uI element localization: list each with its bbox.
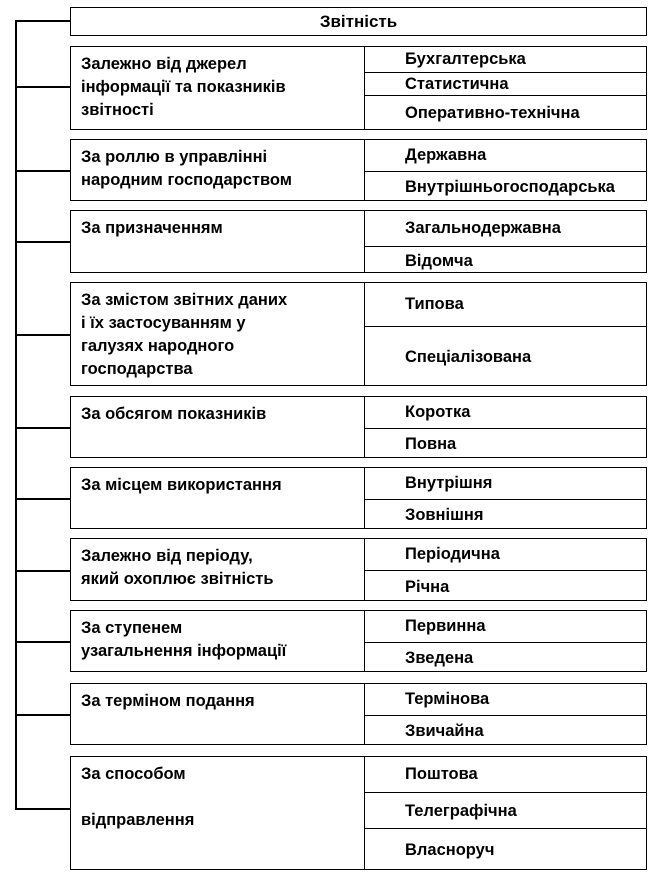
criterion-cell	[71, 757, 365, 869]
classification-group	[70, 610, 647, 672]
classification-group	[70, 282, 647, 386]
criterion-cell	[71, 468, 365, 528]
criterion-label: За обсягом показників	[81, 405, 267, 423]
types-column	[365, 611, 646, 671]
classification-group	[70, 756, 647, 870]
criterion-label: За призначенням	[81, 219, 223, 237]
type-item: Державна	[405, 146, 487, 164]
classification-group	[70, 46, 647, 130]
types-column	[365, 140, 646, 200]
types-column	[365, 397, 646, 457]
connector-branch	[15, 714, 70, 716]
classification-group	[70, 683, 647, 745]
criterion-cell	[71, 397, 365, 457]
types-column	[365, 211, 646, 272]
type-item: Внутрішня	[405, 474, 493, 492]
criterion-label: За змістом звітних даних і їх застосуванням у галузях народного господарства	[81, 291, 288, 378]
criterion-cell	[71, 47, 365, 129]
criterion-cell	[71, 140, 365, 200]
type-item: Річна	[365, 570, 646, 602]
type-item: Телеграфічна	[365, 792, 646, 828]
type-item: Повна	[365, 428, 646, 459]
type-item: Коротка	[405, 403, 471, 421]
connector-title	[15, 20, 70, 22]
connector-branch	[15, 427, 70, 429]
connector-branch	[15, 808, 70, 810]
type-item: Загальнодержавна	[405, 219, 561, 237]
connector-branch	[15, 170, 70, 172]
type-item: Звичайна	[365, 715, 646, 746]
criterion-label: За ступенем узагальнення інформації	[81, 619, 287, 660]
criterion-label: За роллю в управлінні народним господарством	[81, 148, 292, 189]
types-column	[365, 468, 646, 528]
type-item: Первинна	[405, 617, 486, 635]
criterion-label: За місцем використання	[81, 476, 282, 494]
classification-group	[70, 467, 647, 529]
type-item: Термінова	[405, 690, 490, 708]
criterion-label: За терміном подання	[81, 692, 255, 710]
root-title: Звітність	[70, 7, 647, 36]
criterion-label: Залежно від періоду, який охоплює звітність	[81, 547, 274, 588]
type-item: Статистична	[365, 72, 646, 95]
type-item: Оперативно-технічна	[365, 95, 646, 129]
type-item: Внутрішньогосподарська	[365, 171, 646, 202]
connector-trunk	[15, 20, 17, 808]
type-item: Спеціалізована	[365, 326, 646, 387]
type-item: Зведена	[365, 642, 646, 673]
type-item: Власноруч	[365, 828, 646, 871]
type-item: Періодична	[405, 545, 500, 563]
classification-group	[70, 538, 647, 601]
criterion-cell	[71, 611, 365, 671]
criterion-label: За способом відправлення	[81, 765, 195, 829]
classification-group	[70, 396, 647, 458]
criterion-label: Залежно від джерел інформації та показників звітності	[81, 55, 286, 119]
connector-branch	[15, 334, 70, 336]
types-column	[365, 684, 646, 744]
connector-branch	[15, 570, 70, 572]
classification-group	[70, 139, 647, 201]
criterion-cell	[71, 684, 365, 744]
connector-branch	[15, 641, 70, 643]
type-item: Поштова	[405, 765, 478, 783]
type-item: Типова	[405, 295, 464, 313]
criterion-cell	[71, 211, 365, 272]
types-column	[365, 539, 646, 600]
type-item: Бухгалтерська	[405, 50, 526, 68]
types-column	[365, 47, 646, 129]
connector-branch	[15, 86, 70, 88]
criterion-cell	[71, 283, 365, 385]
type-item: Відомча	[365, 246, 646, 274]
criterion-cell	[71, 539, 365, 600]
type-item: Зовнішня	[365, 499, 646, 530]
types-column	[365, 283, 646, 385]
classification-group	[70, 210, 647, 273]
types-column	[365, 757, 646, 869]
connector-branch	[15, 498, 70, 500]
connector-branch	[15, 241, 70, 243]
